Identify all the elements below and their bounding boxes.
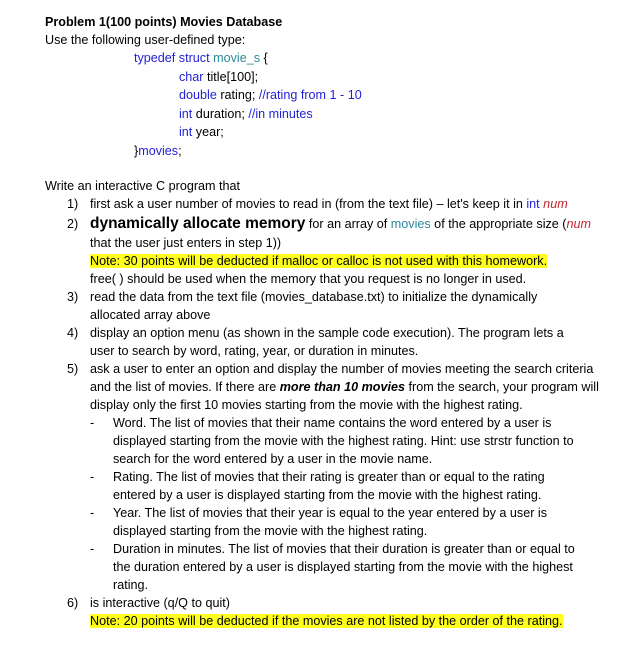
step-5-line-1: ask a user to enter an option and display the number of movies meeting the search criteria (90, 362, 594, 376)
code-line-5 (45, 123, 633, 142)
bullet-word (45, 414, 633, 468)
step-1-text: first ask a user number of movies to read in (from the text file) – let's keep it in (90, 197, 527, 211)
intro-text: Use the following user-defined type: (45, 33, 246, 47)
step-number: 5) (67, 362, 79, 376)
bullet-line: Rating. The list of movies that their rating is greater than or equal to the rating (113, 470, 545, 484)
bullet-dash: - (90, 416, 95, 430)
step-2-note: Note: 30 points will be deducted if malloc or calloc is not used with this homework. (90, 254, 548, 268)
step-5-line-3: display only the first 10 movies starting from the movie with the highest rating. (90, 398, 523, 412)
step-2-text-a: for an array of (305, 217, 391, 231)
code-semicolon: ; (178, 143, 182, 158)
step-2-num: num (566, 217, 591, 231)
step-4 (45, 324, 633, 360)
step-2-line-4: free( ) should be used when the memory that you request is no longer in used. (90, 272, 527, 286)
bullet-dash: - (90, 542, 95, 556)
document-page (45, 13, 633, 630)
code-member: duration; (192, 106, 245, 121)
problem-title: Problem 1(100 points) Movies Database (45, 15, 283, 29)
step-2-emphasis: dynamically allocate memory (90, 215, 306, 232)
step-number: 6) (67, 596, 79, 610)
code-struct-name: movie_s (213, 51, 261, 65)
code-line-2 (45, 68, 633, 87)
step-6-line-1: is interactive (q/Q to quit) (90, 596, 230, 610)
code-line-6 (45, 142, 633, 161)
bullet-year (45, 504, 633, 540)
bullet-line: displayed starting from the movie with the highest rating. (113, 524, 428, 538)
step-3-line-1: read the data from the text file (movies_database.txt) to initialize the dynamically (90, 290, 538, 304)
step-5-text-c: from the search, your program will (405, 380, 599, 394)
steps-list (45, 195, 633, 630)
step-2-line-2: that the user just enters in step 1)) (90, 236, 282, 250)
step-1-var: num (539, 197, 568, 211)
step-number: 3) (67, 290, 79, 304)
step-number: 1) (67, 197, 79, 211)
step-2-text-b: of the appropriate size ( (430, 217, 567, 231)
step-5-text-a: and the list of movies. If there are (90, 380, 280, 394)
code-member: year; (192, 125, 224, 139)
step-number: 2) (67, 217, 79, 231)
step-5 (45, 360, 633, 414)
step-2 (45, 213, 633, 288)
bullet-line: search for the word entered by a user in the movie name. (113, 452, 433, 466)
bullet-duration (45, 540, 633, 594)
code-comment: //in minutes (244, 106, 313, 121)
task-intro: Write an interactive C program that (45, 179, 241, 193)
code-member: rating; (216, 88, 256, 102)
code-type: double (179, 88, 217, 102)
code-brace: } (134, 143, 139, 158)
code-member: title[100]; (203, 69, 259, 84)
step-5-emphasis: more than 10 movies (279, 380, 405, 394)
step-3 (45, 288, 633, 324)
step-2-line-1 (90, 213, 633, 234)
bullet-line: entered by a user is displayed starting from the movie with the highest rating. (113, 488, 542, 502)
bullet-dash: - (90, 470, 95, 484)
code-typedef-name: movies (138, 143, 179, 158)
bullet-rating (45, 468, 633, 504)
step-1-int: int (526, 197, 540, 211)
bullet-line: Year. The list of movies that their year is equal to the year entered by a user is (113, 506, 548, 520)
code-comment: //rating from 1 - 10 (255, 88, 362, 102)
bullet-line: Duration in minutes. The list of movies that their duration is greater than or equal to (113, 542, 575, 556)
code-type: int (179, 106, 193, 121)
code-line-4 (45, 105, 633, 124)
step-3-line-2: allocated array above (90, 308, 211, 322)
step-6 (45, 594, 633, 630)
step-4-line-1: display an option menu (as shown in the sample code execution). The program lets a (90, 326, 564, 340)
code-keyword: typedef struct (134, 51, 210, 65)
bullet-line: the duration entered by a user is displayed starting from the movie with the highest (113, 560, 573, 574)
bullet-line: Word. The list of movies that their name contains the word entered by a user is (113, 416, 552, 430)
step-2-movies: movies (390, 217, 431, 231)
code-type: int (179, 125, 193, 139)
step-number: 4) (67, 326, 79, 340)
step-5-line-2 (90, 378, 633, 396)
bullet-line: rating. (113, 578, 149, 592)
step-1-line (90, 195, 633, 213)
code-brace: { (260, 51, 268, 65)
code-line-1 (45, 49, 633, 68)
step-6-note: Note: 20 points will be deducted if the movies are not listed by the order of the rating. (90, 614, 563, 628)
step-6-line-2 (90, 612, 633, 630)
step-1 (45, 195, 633, 213)
code-type: char (179, 69, 204, 84)
code-line-3 (45, 86, 633, 105)
bullet-line: displayed starting from the movie with the highest rating. Hint: use strstr function to (113, 434, 574, 448)
code-block (45, 49, 633, 160)
step-4-line-2: user to search by word, rating, year, or duration in minutes. (90, 344, 419, 358)
bullet-dash: - (90, 506, 95, 520)
step-2-line-3 (90, 252, 633, 270)
